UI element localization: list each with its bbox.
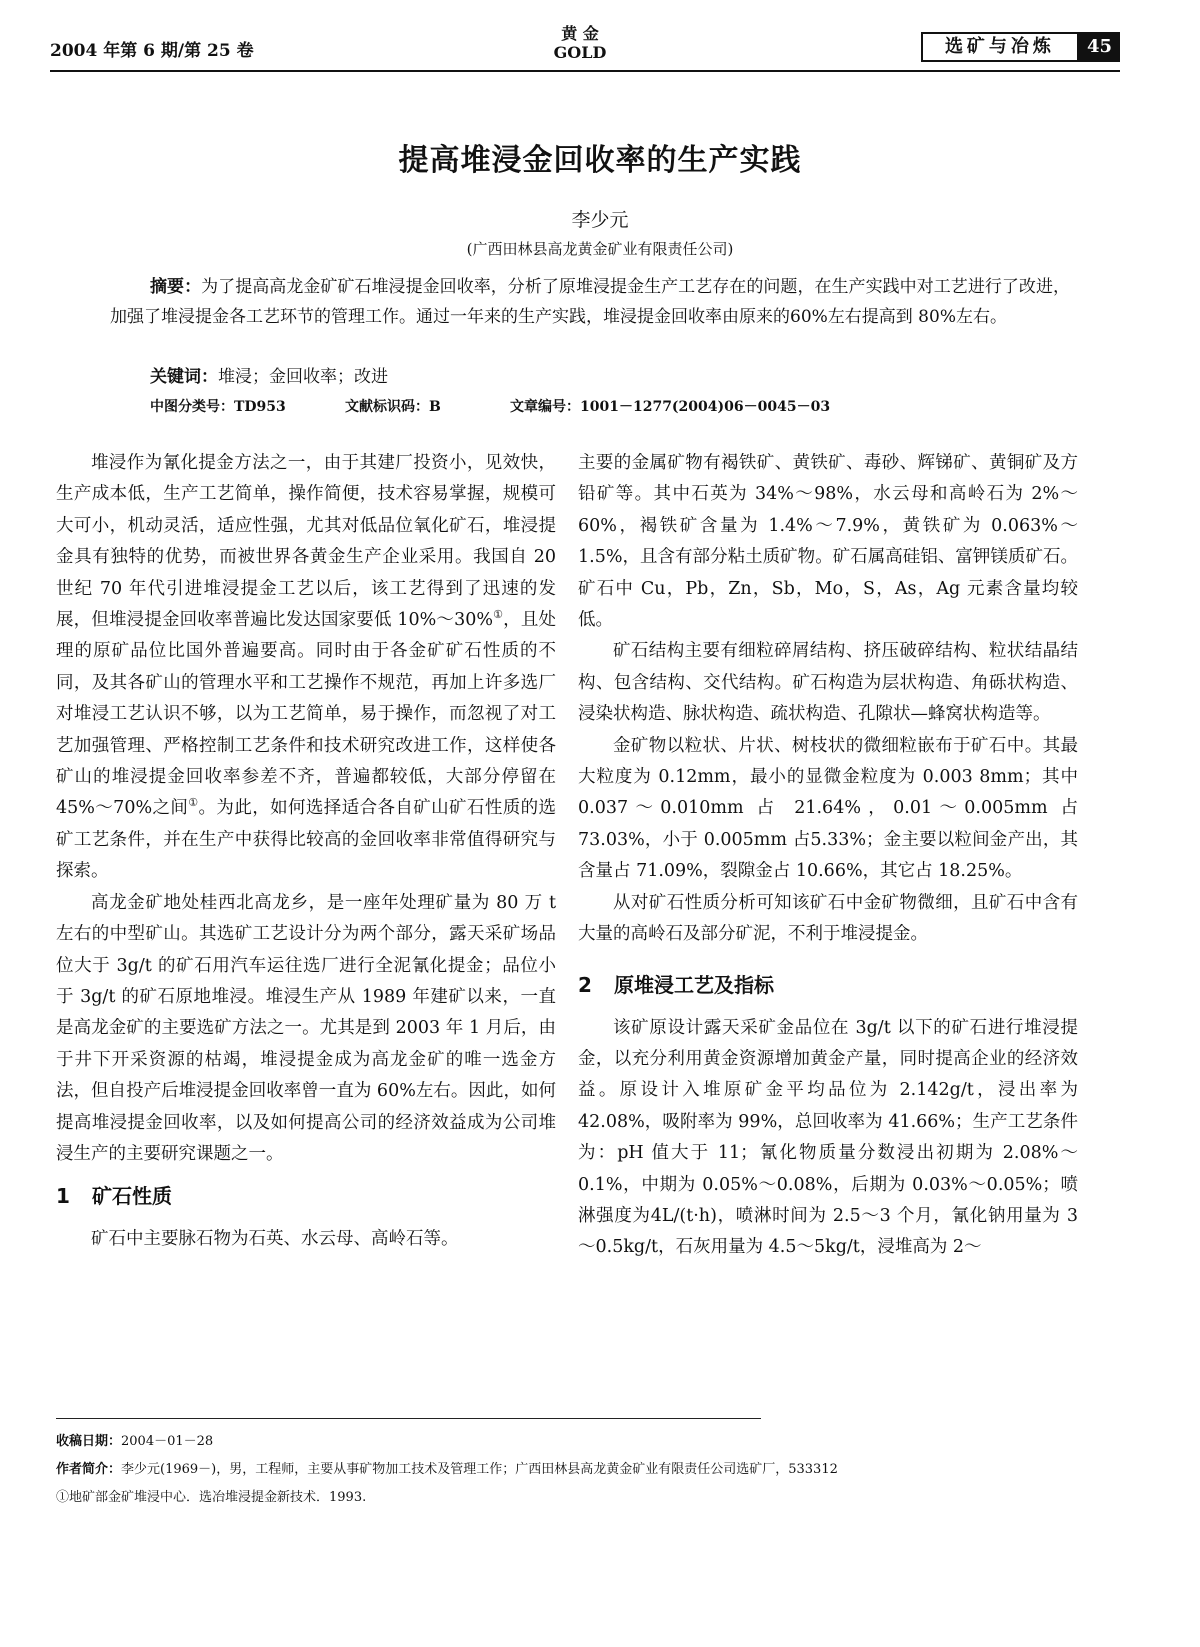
body-column-right (578, 448, 1078, 1264)
article-title: 提高堆浸金回收率的生产实践 (398, 143, 802, 178)
abstract-text: 为了提高高龙金矿矿石堆浸提金回收率，分析了原堆浸提金生产工艺存在的问题，在生产实践中对工艺进行了改进，加强了堆浸提金各工艺环节的管理工作。通过一年来的生产实践，堆浸提金回收率由原来的60%左右提高到 80%左右。 (110, 277, 1071, 327)
paragraph: 堆浸作为氰化提金方法之一，由于其建厂投资小，见效快，生产成本低，生产工艺简单，操作简便，技术容易掌握，规模可大可小，机动灵活，适应性强，尤其对低品位氧化矿石，堆浸提金具有独特的优势，而被世界各黄金生产企业采用。我国自 20 世纪 70 年代引进堆浸提金工艺以后，该工艺得到了迅速的发展，但堆浸提金回收率普遍比发达国家要低 10%～30%①，且处理的原矿品位比国外普遍要高。同时由于各金矿矿石性质的不同，及其各矿山的管理水平和工艺操作不规范，再加上许多选厂对堆浸工艺认识不够，以为工艺简单，易于操作，而忽视了对工艺加强管理、严格控制工艺条件和技术研究改进工作，这样使各矿山的堆浸提金回收率参差不齐，普遍都较低，大部分停留在 45%～70%之间①。为此，如何选择适合各自矿山矿石性质的选矿工艺条件，并在生产中获得比较高的金回收率非常值得研究与探索。 (56, 453, 556, 882)
keywords (150, 362, 388, 392)
paragraph: 金矿物以粒状、片状、树枝状的微细粒嵌布于矿石中。其最大粒度为 0.12mm，最小的显微金粒度为 0.003 8mm；其中 0.037～0.010mm 占 21.64%，0.01～0.005mm 占 73.03%，小于 0.005mm 占5.33%；金主要以粒间金产出，其含量占 71.09%，裂隙金占 10.66%，其它占 18.25%。 (578, 735, 1078, 882)
keywords-text: 堆浸；金回收率；改进 (218, 367, 388, 387)
received-date: 收稿日期：2004－01－28 (56, 1434, 214, 1449)
paragraph: 高龙金矿地处桂西北高龙乡，是一座年处理矿量为 80 万 t 左右的中型矿山。其选矿工艺设计分为两个部分，露天采矿场品位大于 3g/t 的矿石用汽车运往选厂进行全泥氰化提金；品位小于 3g/t 的矿石原地堆浸。堆浸生产从 1989 年建矿以来，一直是高龙金矿的主要选矿方法之一。尤其是到 2003 年 1 月后，由于井下开采资源的枯竭，堆浸提金成为高龙金矿的唯一选金方法，但自投产后堆浸提金回收率曾一直为 60%左右。因此，如何提高堆浸提金回收率，以及如何提高公司的经济效益成为公司堆浸生产的主要研究课题之一。 (56, 892, 556, 1164)
abstract (110, 272, 1070, 332)
body-column-left (56, 448, 556, 1256)
footnote-ref: ① (188, 796, 199, 810)
paragraph: 该矿原设计露天采矿金品位在 3g/t 以下的矿石进行堆浸提金，以充分利用黄金资源增加黄金产量，同时提高企业的经济效益。原设计入堆原矿金平均品位为 2.142g/t，浸出率为 42.08%，吸附率为 99%，总回收率为 41.66%；生产工艺条件为：pH 值大于 11；氰化物质量分数浸出初期为 2.08%～0.1%，中期为 0.05%～0.08%，后期为 0.03%～0.05%；喷淋强度为4L/(t·h)，喷淋时间为 2.5～3 个月，氰化钠用量为 3～0.5kg/t，石灰用量为 4.5～5kg/t，浸堆高为 2～ (578, 1017, 1078, 1258)
section-heading-2: 2 原堆浸工艺及指标 (578, 972, 774, 997)
section-tag (921, 32, 1120, 62)
footnotes (56, 1428, 1126, 1512)
issue-info: 2004 年第 6 期/第 25 卷 (50, 41, 254, 61)
footnote-rule (56, 1418, 761, 1419)
page-number: 45 (1079, 32, 1120, 62)
reference-1: ①地矿部金矿堆浸中心．选冶堆浸提金新技术．1993. (56, 1490, 367, 1505)
author: 李少元 (571, 209, 629, 231)
paragraph: 矿石结构主要有细粒碎屑结构、挤压破碎结构、粒状结晶结构、包含结构、交代结构。矿石构造为层状构造、角砾状构造、浸染状构造、脉状构造、疏状构造、孔隙状—蜂窝状构造等。 (578, 641, 1078, 725)
paragraph: 主要的金属矿物有褐铁矿、黄铁矿、毒砂、辉锑矿、黄铜矿及方铅矿等。其中石英为 34%～98%，水云母和高岭石为 2%～60%，褐铁矿含量为 1.4%～7.9%，黄铁矿为 0.063%～1.5%，且含有部分粘土质矿物。矿石属高硅铝、富钾镁质矿石。矿石中 Cu，Pb，Zn，Sb，Mo，S，As，Ag 元素含量均较低。 (578, 453, 1078, 631)
keywords-label: 关键词： (150, 367, 218, 387)
article-number: 文章编号：1001－1277(2004)06－0045－03 (510, 399, 831, 415)
affiliation: (广西田林县高龙黄金矿业有限责任公司) (466, 240, 734, 258)
author-bio: 作者简介：李少元(1969－)，男，工程师，主要从事矿物加工技术及管理工作；广西田林县高龙黄金矿业有限责任公司选矿厂，533312 (56, 1462, 838, 1477)
paragraph: 从对矿石性质分析可知该矿石中金矿物微细，且矿石中含有大量的高岭石及部分矿泥，不利于堆浸提金。 (578, 892, 1078, 945)
section-heading-1: 1 矿石性质 (56, 1184, 172, 1209)
journal-name (520, 24, 640, 62)
clc-number: 中图分类号：TD953 (150, 399, 286, 415)
abstract-label: 摘要： (150, 277, 202, 297)
journal-name-cn: 黄 金 (561, 24, 599, 43)
paragraph: 矿石中主要脉石物为石英、水云母、高岭石等。 (91, 1229, 459, 1250)
running-header (50, 24, 1120, 72)
section-name: 选矿与冶炼 (921, 32, 1079, 62)
header-rule (50, 70, 1120, 72)
document-code: 文献标识码：B (345, 399, 441, 415)
footnote-ref: ① (492, 608, 504, 622)
journal-name-en: GOLD (553, 43, 607, 62)
